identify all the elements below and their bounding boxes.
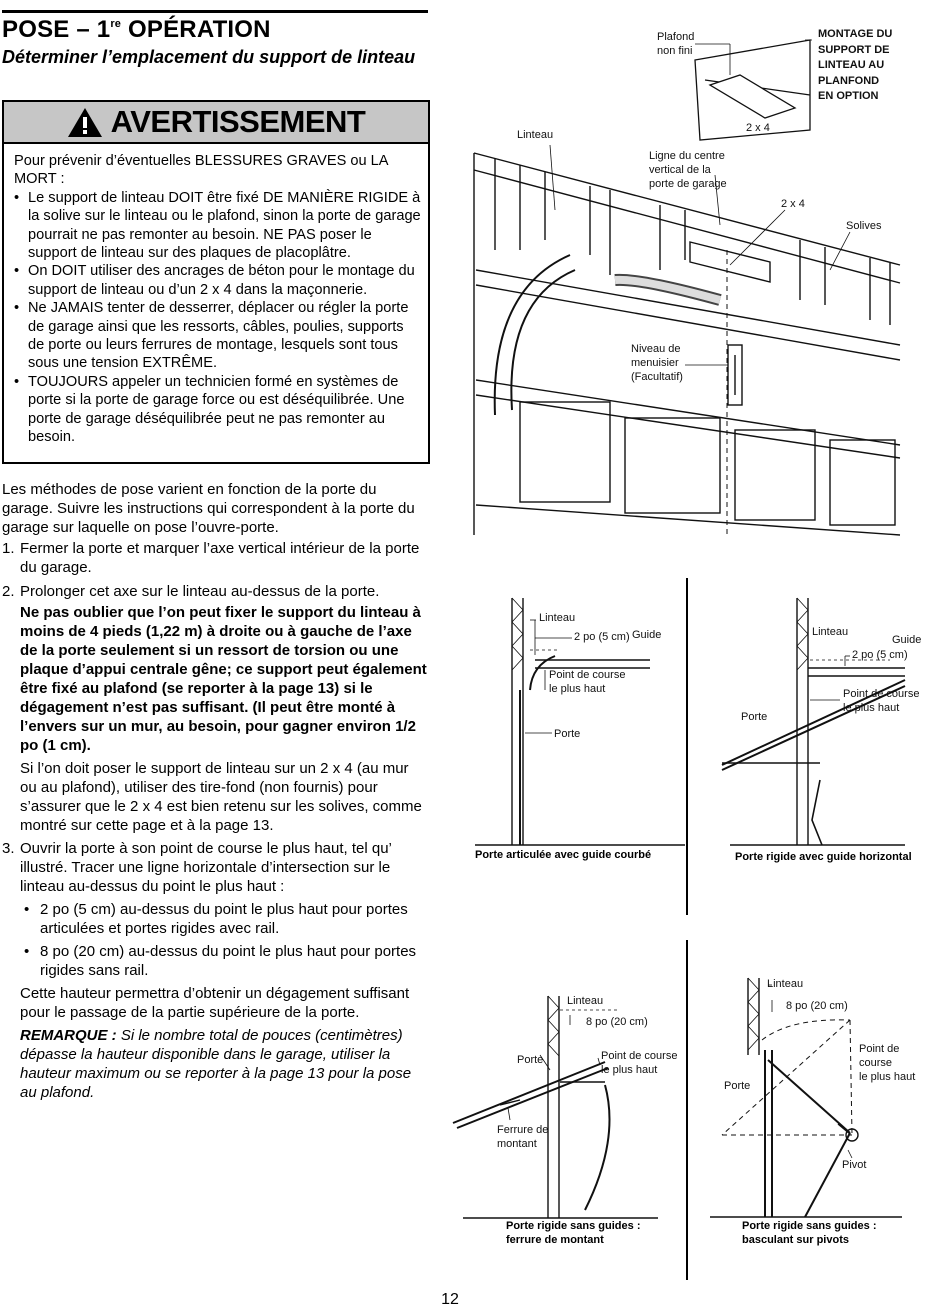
warning-bullet: • TOUJOURS appeler un technicien formé en systèmes de porte si la porte de garage force ou est déséquilibrée. Une porte de garage déséquilibrée peut ne pas remonter au besoin.	[14, 373, 422, 447]
figure-b-diagram	[700, 580, 910, 870]
fig-c-point: Point de course le plus haut	[601, 1050, 678, 1076]
instructions	[2, 480, 428, 1102]
fig-c-caption: Porte rigide sans guides : ferrure de montant	[506, 1220, 641, 1246]
step-3-after: Cette hauteur permettra d’obtenir un dégagement suffisant pour le passage de la partie supérieure de la porte.	[20, 985, 410, 1021]
label-niveau: Niveau de menuisier (Facultatif)	[631, 343, 683, 383]
fig-c-porte: Porte	[517, 1054, 544, 1066]
label-solives: Solives	[846, 220, 882, 232]
page-subtitle: Déterminer l’emplacement du support de linteau	[2, 47, 416, 67]
warning-bullet: • Le support de linteau DOIT être fixé DE MANIÈRE RIGIDE à la solive sur le linteau ou le plafond, sinon la porte de garage pourrait ne pas remonter au besoin. NE PAS poser le support de linteau sur des plaques de placoplâtre.	[14, 189, 422, 263]
label-montage-option: MONTAGE DU SUPPORT DE LINTEAU AU PLANFOND EN OPTION	[818, 28, 893, 102]
fig-b-point: Point de course le plus haut	[843, 688, 920, 714]
step-1: 1. Fermer la porte et marquer l’axe vertical intérieur de la porte du garage.	[2, 540, 420, 576]
fig-b-porte: Porte	[741, 711, 768, 723]
page-title: POSE – 1re OPÉRATION	[2, 16, 271, 43]
column-divider-top	[686, 578, 688, 915]
label-plafond: Plafond non fini	[657, 31, 695, 57]
fig-a-linteau: Linteau	[539, 612, 576, 624]
fig-d-linteau: Linteau	[767, 978, 804, 990]
step-2: 2. Prolonger cet axe sur le linteau au-dessus de la porte.	[2, 583, 380, 600]
note	[2, 1026, 428, 1102]
step-3-bullet: • 8 po (20 cm) au-dessus du point le plus haut pour portes rigides sans rail.	[24, 943, 417, 979]
figure-a-diagram	[470, 580, 690, 870]
step-3-bullet: • 2 po (5 cm) au-dessus du point le plus haut pour portes articulées et portes rigides avec rail.	[24, 901, 408, 937]
fig-a-guide: Guide	[632, 629, 662, 641]
note-label: REMARQUE :	[20, 1027, 117, 1044]
warning-bullet: • Ne JAMAIS tenter de desserrer, déplacer ou régler la porte de garage ainsi que les ressorts, câbles, poulies, supports de porte ou leurs ferrures de montage, lesquels sont tous sous une tension EXTRÊME.	[14, 299, 422, 373]
intro-paragraph: Les méthodes de pose varient en fonction de la porte du garage. Suivre les instructions qui correspondent à la porte du garage sur laquelle on pose l’ouvre-porte.	[2, 481, 415, 536]
fig-a-caption: Porte articulée avec guide courbé	[475, 849, 652, 861]
warning-box	[2, 100, 430, 464]
note-text: Si le nombre total de pouces (centimètres) dépasse la hauteur disponible dans le garage, utiliser la hauteur maximum ou se reporter à la page 13 pour la pose au plafond.	[20, 1027, 412, 1101]
step-2-warning: Ne pas oublier que l’on peut fixer le support du linteau à moins de 4 pieds (1,22 m) à droite ou à gauche de l’axe de la porte seulement si un ressort de torsion ou une plaque d’appui centrale gêne; ce support peut également être fixé au plafond (se reporter à la page 13) si le dégagement n’est pas suffisant. (Il peut être monté à l’envers sur un mur, au besoin, pour gagner environ 1/2 po (1 cm).	[20, 604, 427, 754]
fig-d-dist: 8 po (20 cm)	[786, 1000, 848, 1012]
step-2-extra: Si l’on doit poser le support de linteau sur un 2 x 4 (au mur ou au plafond), utiliser des tire-fond (non fournis) pour s’assurer que le 2 x 4 est bien retenu sur les solives, comme montré sur cette page et à la page 13.	[20, 760, 422, 834]
label-2x4-top: 2 x 4	[746, 122, 770, 134]
fig-d-pivot: Pivot	[842, 1159, 867, 1171]
fig-d-caption: Porte rigide sans guides : basculant sur pivots	[742, 1220, 877, 1246]
warning-list	[14, 189, 422, 447]
fig-a-point: Point de course le plus haut	[549, 669, 626, 695]
label-linteau-main: Linteau	[517, 129, 554, 141]
column-divider-bottom	[686, 940, 688, 1280]
fig-b-linteau: Linteau	[812, 626, 849, 638]
fig-b-caption: Porte rigide avec guide horizontal	[735, 851, 912, 863]
warning-intro: Pour prévenir d’éventuelles BLESSURES GRAVES ou LA MORT :	[14, 153, 388, 188]
fig-b-guide: Guide	[892, 634, 922, 646]
warning-header	[4, 102, 428, 144]
warning-title: AVERTISSEMENT	[110, 104, 366, 139]
step-3: 3. Ouvrir la porte à son point de course le plus haut, tel qu’ illustré. Tracer une ligne horizontale d’intersection sur le linteau au-dessus du point le plus haut :	[2, 840, 392, 895]
fig-b-dist: 2 po (5 cm)	[852, 649, 908, 661]
label-ligne-centre: Ligne du centre vertical de la porte de garage	[649, 150, 727, 190]
page-number: 12	[441, 1291, 459, 1308]
title-rule	[2, 10, 428, 13]
fig-c-linteau: Linteau	[567, 995, 604, 1007]
warning-triangle-icon	[67, 107, 103, 138]
fig-d-point: Point de course le plus haut	[859, 1043, 916, 1083]
fig-c-dist: 8 po (20 cm)	[586, 1016, 648, 1028]
fig-c-ferrure: Ferrure de montant	[497, 1124, 549, 1150]
warning-bullet: • On DOIT utiliser des ancrages de béton pour le montage du support de linteau ou d’un 2 x 4 dans la maçonnerie.	[14, 262, 422, 299]
label-2x4-mid: 2 x 4	[781, 198, 805, 210]
fig-a-porte: Porte	[554, 728, 581, 740]
warning-body	[14, 152, 422, 447]
fig-d-porte: Porte	[724, 1080, 751, 1092]
fig-a-dist: 2 po (5 cm)	[574, 631, 630, 643]
